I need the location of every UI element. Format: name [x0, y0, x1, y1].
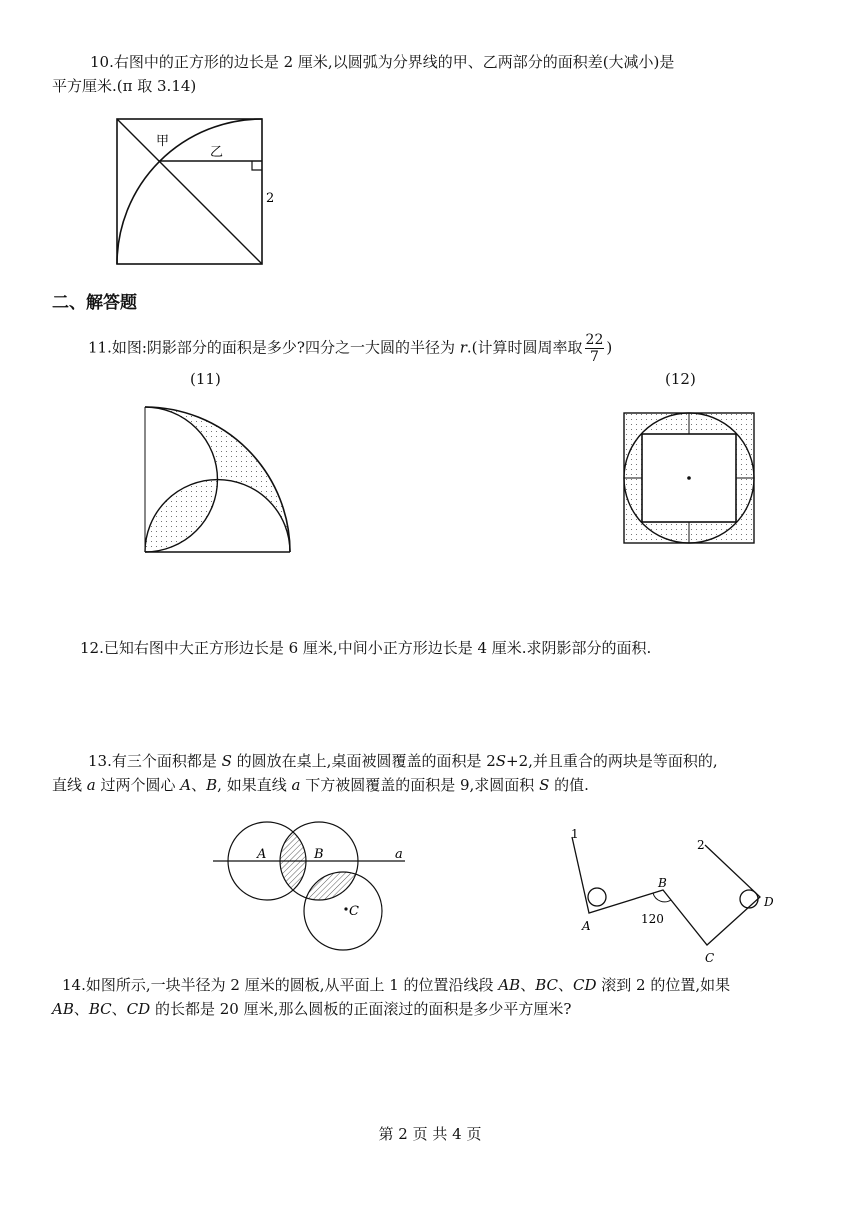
- q14-CD-1: CD: [573, 976, 597, 994]
- fig14-label-B: B: [658, 876, 667, 890]
- q13-line1: [88, 750, 718, 772]
- q11-text: [88, 332, 612, 365]
- fig14-label-D: D: [764, 895, 774, 909]
- q10-line2: 平方厘米.(π 取 3.14): [52, 77, 197, 95]
- fig14-path: [572, 837, 760, 945]
- q11-text-pre: 11.如图:阴影部分的面积是多少?四分之一大圆的半径为: [88, 338, 460, 357]
- q13-sep: 、: [191, 776, 207, 794]
- fig14-disk-end: [740, 890, 758, 908]
- fig13-label-a: a: [395, 847, 403, 862]
- q13-var-S-2: S: [495, 752, 507, 770]
- figure-12: [620, 408, 760, 548]
- q13-l2-a: 直线: [52, 776, 87, 794]
- q13-line2: [52, 774, 589, 796]
- fig14-label-A: A: [582, 919, 591, 933]
- figure-14: [565, 825, 785, 970]
- q14-AB-2: AB: [52, 1000, 74, 1018]
- fig11-caption: (11): [190, 370, 221, 388]
- q13-l2-b: 过两个圆心: [95, 776, 181, 794]
- q13-var-B: B: [206, 776, 218, 794]
- fig10-label-jia: 甲: [156, 134, 170, 149]
- fig13-dot-C: [344, 907, 347, 910]
- page-footer: 第 2 页 共 4 页: [378, 1125, 482, 1143]
- fig14-label-2: 2: [697, 838, 705, 852]
- fig14-label-C: C: [705, 951, 715, 965]
- fig12-caption: (12): [665, 370, 696, 388]
- q13-var-S-3: S: [539, 776, 550, 794]
- fig10-label-side: 2: [266, 191, 275, 206]
- fig13-label-B: B: [314, 847, 324, 862]
- q14-l1-a: 14.如图所示,一块半径为 2 厘米的圆板,从平面上 1 的位置沿线段: [62, 976, 499, 994]
- q14-sep-2: 、: [557, 976, 573, 994]
- q13-var-a-2: a: [291, 776, 301, 794]
- q14-BC-2: BC: [88, 1000, 112, 1018]
- figure-10: [110, 112, 290, 272]
- fig14-label-1: 1: [571, 827, 579, 841]
- fig10-diagonal: [117, 119, 262, 264]
- fig11-shaded-lens: [145, 480, 218, 553]
- q11-var-r: r: [459, 338, 467, 357]
- q14-sep-3: 、: [73, 1000, 89, 1018]
- q13-l2-e: 的值.: [549, 776, 589, 794]
- fig10-label-yi: 乙: [210, 145, 224, 160]
- q13-l2-d: 下方被圆覆盖的面积是 9,求圆面积: [300, 776, 540, 794]
- q11-text-mid: .(计算时圆周率取: [466, 338, 583, 357]
- q10-line1: 10.右图中的正方形的边长是 2 厘米,以圆弧为分界线的甲、乙两部分的面积差(大减小)是: [90, 53, 675, 71]
- q13-l1-b: 的圆放在桌上,桌面被圆覆盖的面积是 2: [231, 752, 496, 770]
- q11-frac-num: 22: [585, 332, 604, 348]
- q13-l1-a: 13.有三个面积都是: [88, 752, 222, 770]
- figure-13: [205, 815, 420, 955]
- fig12-center-dot: [687, 476, 691, 480]
- q11-fraction: [585, 332, 605, 365]
- q13-var-a-1: a: [86, 776, 96, 794]
- q13-l1-c: +2,并且重合的两块是等面积的,: [506, 752, 718, 770]
- q14-line1: [62, 974, 730, 996]
- fig14-disk-start: [588, 888, 606, 906]
- q14-AB-1: AB: [498, 976, 521, 994]
- q13-var-A: A: [180, 776, 192, 794]
- q12-text: 12.已知右图中大正方形边长是 6 厘米,中间小正方形边长是 4 厘米.求阴影部分的面积.: [80, 639, 652, 657]
- fig13-label-A: A: [257, 847, 267, 862]
- q13-var-S-1: S: [221, 752, 232, 770]
- q14-sep-1: 、: [520, 976, 536, 994]
- fig13-label-C: C: [349, 904, 359, 919]
- figure-11: [140, 400, 300, 560]
- q14-l1-b: 滚到 2 的位置,如果: [596, 976, 731, 994]
- section-heading: 二、解答题: [52, 293, 137, 313]
- q14-line2: [52, 998, 571, 1020]
- q11-frac-den: 7: [589, 349, 599, 365]
- q14-l2-b: 的长都是 20 厘米,那么圆板的正面滚过的面积是多少平方厘米?: [150, 1000, 572, 1018]
- q14-BC-1: BC: [535, 976, 558, 994]
- q13-l2-c: , 如果直线: [217, 776, 292, 794]
- fig10-right-angle: [252, 161, 262, 170]
- q14-CD-2: CD: [126, 1000, 151, 1018]
- q11-text-post: ): [606, 338, 613, 357]
- q14-sep-4: 、: [111, 1000, 127, 1018]
- fig14-label-angle: 120: [641, 912, 664, 926]
